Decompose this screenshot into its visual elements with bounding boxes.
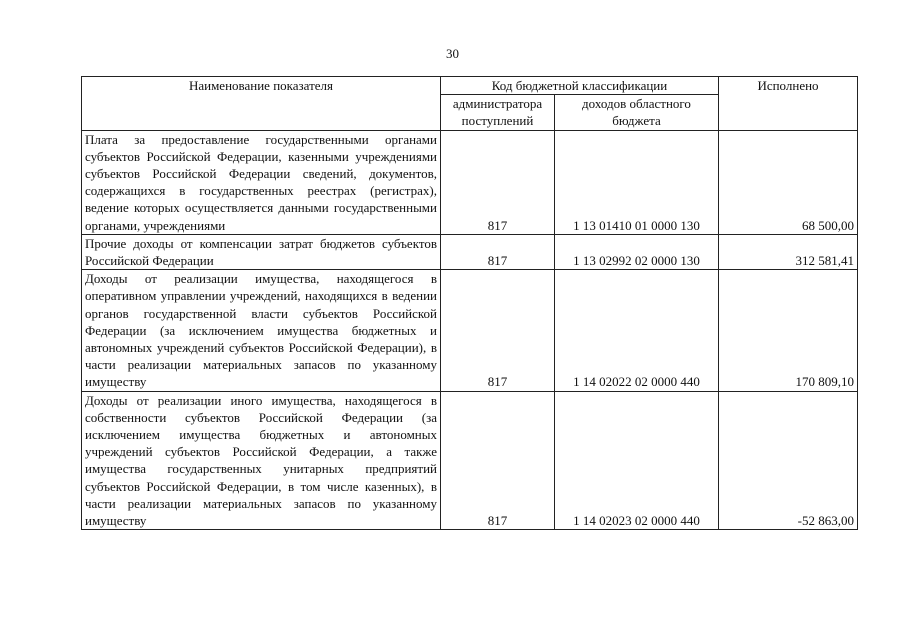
table-row — [82, 270, 858, 391]
row-amount: 68 500,00 — [719, 130, 858, 234]
header-revenue-code: доходов областного бюджета — [555, 95, 719, 130]
table-row — [82, 391, 858, 530]
row-admin-code: 817 — [441, 234, 555, 269]
row-admin-code: 817 — [441, 130, 555, 234]
row-amount: -52 863,00 — [719, 391, 858, 530]
row-name: Прочие доходы от компенсации затрат бюджетов субъектов Российской Федерации — [82, 234, 441, 269]
row-name: Доходы от реализации имущества, находящегося в оперативном управлении учреждений, находящихся в ведении органов государственной власти субъектов Российской Федерации (за исключением имущества бюджетных и автономных учреждений субъектов Российской Федерации), в части реализации материальных запасов по указанному имуществу — [82, 270, 441, 391]
table-header-row — [82, 77, 858, 95]
row-revenue-code: 1 14 02022 02 0000 440 — [555, 270, 719, 391]
row-amount: 170 809,10 — [719, 270, 858, 391]
row-revenue-code: 1 14 02023 02 0000 440 — [555, 391, 719, 530]
row-revenue-code: 1 13 02992 02 0000 130 — [555, 234, 719, 269]
header-indicator-name: Наименование показателя — [82, 77, 441, 131]
header-executed: Исполнено — [719, 77, 858, 131]
table-row — [82, 234, 858, 269]
row-admin-code: 817 — [441, 270, 555, 391]
row-revenue-code: 1 13 01410 01 0000 130 — [555, 130, 719, 234]
header-administrator-code: администратора поступлений — [441, 95, 555, 130]
row-admin-code: 817 — [441, 391, 555, 530]
row-name: Плата за предоставление государственными органами субъектов Российской Федерации, казенными учреждениями субъектов Российской Федерации сведений, документов, содержащихся в государственных реестрах (регистрах), ведение которых осуществляется данными государственными органами, учреждениями — [82, 130, 441, 234]
table-row — [82, 130, 858, 234]
row-amount: 312 581,41 — [719, 234, 858, 269]
page-number: 30 — [446, 46, 459, 61]
budget-revenue-table — [81, 76, 858, 530]
row-name: Доходы от реализации иного имущества, находящегося в собственности субъектов Российской Федерации (за исключением имущества бюджетных и автономных учреждений субъектов Российской Федерации, а также имущества государственных унитарных предприятий субъектов Российской Федерации, в том числе казенных), в части реализации материальных запасов по указанному имуществу — [82, 391, 441, 530]
header-budget-classification-code: Код бюджетной классификации — [441, 77, 719, 95]
